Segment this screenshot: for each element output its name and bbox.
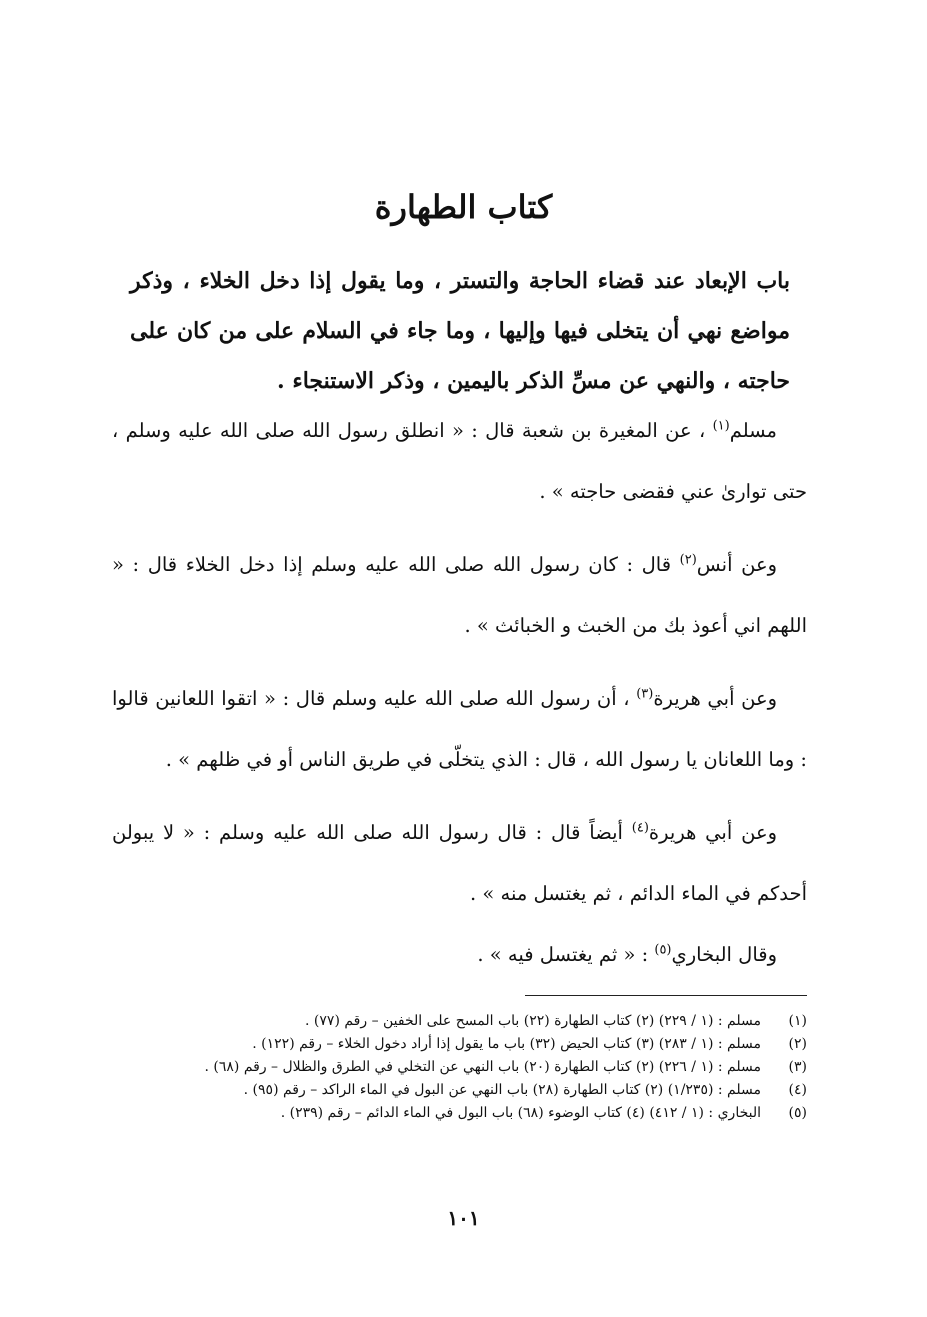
hadith-lead: وعن أبي هريرة [653,687,777,710]
footnote-ref: (٣) [636,686,654,702]
hadith-list [112,400,807,985]
hadith-text: ، عن المغيرة بن شعبة قال : « انطلق رسول الله صلى الله عليه وسلم ، حتى توارىٰ عني فقضى حاجته » . [112,419,807,503]
hadith-lead: مسلم [729,419,777,442]
hadith-paragraph [112,668,807,790]
footnote [107,1079,807,1102]
footnote-text: مسلم : (١ / ٢٨٣) (٣) كتاب الحيض (٣٢) باب ما يقول إذا أراد دخول الخلاء – رقم (١٢٢) . [252,1036,761,1053]
footnote-ref: (١) [712,418,730,434]
footnote-text: مسلم : (١ / ٢٢٩) (٢) كتاب الطهارة (٢٢) باب المسح على الخفين – رقم (٧٧) . [305,1013,761,1029]
hadith-paragraph [112,802,807,924]
footnote-text: البخاري : (١ / ٤١٢) (٤) كتاب الوضوء (٦٨) باب البول في الماء الدائم – رقم (٢٣٩) . [280,1105,761,1122]
footnote [107,1033,807,1056]
footnote-divider [525,995,807,996]
footnote [107,1056,807,1079]
book-title: كتاب الطهارة [374,188,553,227]
footnote-ref: (٢) [679,552,697,568]
footnote-number: (٥) [788,1105,807,1122]
hadith-paragraph [112,534,807,656]
hadith-text: أيضاً قال : قال رسول الله صلى الله عليه وسلم : « لا يبولن أحدكم في الماء الدائم ، ثم يغتسل منه » . [112,821,807,905]
hadith-lead: وقال البخاري [671,943,777,966]
footnotes [107,1010,807,1125]
footnote-number: (٢) [788,1036,807,1053]
hadith-lead: وعن أنس [696,553,777,576]
hadith-text: قال : كان رسول الله صلى الله عليه وسلم إذا دخل الخلاء قال : « اللهم اني أعوذ بك من الخبث و الخبائث » . [112,553,807,637]
hadith-text: : « ثم يغتسل فيه » . [477,943,655,966]
hadith-text: ، أن رسول الله صلى الله عليه وسلم قال : « اتقوا اللعانين قالوا : وما اللعانان يا رسول الله ، قال : الذي يتخلّى في طريق الناس أو في ظلهم » . [112,687,807,771]
footnote-number: (٣) [788,1059,807,1076]
footnote-number: (٤) [788,1082,807,1099]
footnote [107,1010,807,1033]
footnote-number: (١) [788,1013,807,1029]
hadith-paragraph [112,924,807,985]
hadith-paragraph [112,400,807,522]
footnote-text: مسلم : (١ / ٢٢٦) (٢) كتاب الطهارة (٢٠) باب النهي عن التخلي في الطرق والظلال – رقم (٦٨) . [204,1059,761,1076]
footnote-ref: (٤) [631,820,649,836]
footnote-text: مسلم : (١/٢٣٥) (٢) كتاب الطهارة (٢٨) باب النهي عن البول في الماء الراكد – رقم (٩٥) . [243,1082,761,1099]
footnote [107,1102,807,1125]
chapter-heading: باب الإبعاد عند قضاء الحاجة والتستر ، وما يقول إذا دخل الخلاء ، وذكر مواضع نهي أن يتخلى فيها وإليها ، وما جاء في السلام على من كان على حاجته ، والنهي عن مسِّ الذكر باليمين ، وذكر الاستنجاء . [130,268,790,394]
footnote-ref: (٥) [654,942,672,958]
page-number: ١٠١ [447,1206,480,1230]
hadith-lead: وعن أبي هريرة [648,821,777,844]
